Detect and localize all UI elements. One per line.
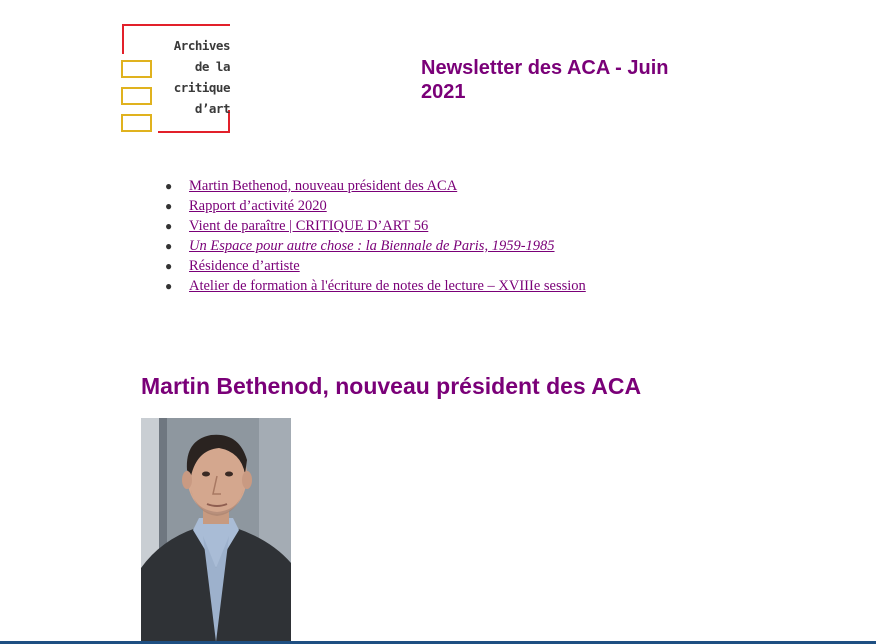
newsletter-title: Newsletter des ACA - Juin 2021 — [421, 57, 669, 103]
logo-line: de la — [194, 59, 230, 74]
toc-item — [160, 196, 586, 216]
logo-text — [174, 35, 230, 119]
logo-line: Archives — [173, 38, 230, 53]
toc-link-atelier[interactable]: Atelier de formation à l'écriture de notes de lecture – XVIIIe session — [189, 278, 586, 294]
bullet-icon: ● — [165, 279, 173, 293]
section-title: Martin Bethenod, nouveau président des ACA — [141, 373, 642, 399]
aca-logo — [120, 22, 232, 136]
toc-item — [160, 236, 586, 256]
toc-item — [160, 216, 586, 236]
toc-link-president[interactable]: Martin Bethenod, nouveau président des ACA — [189, 178, 458, 194]
portrait-illustration — [141, 418, 291, 642]
toc-item — [160, 256, 586, 276]
logo-box — [121, 60, 152, 78]
logo-box — [121, 87, 152, 105]
bullet-icon: ● — [165, 199, 173, 213]
toc-link-biennale[interactable]: Un Espace pour autre chose : la Biennale de Paris, 1959-1985 — [189, 238, 555, 254]
table-of-contents — [160, 176, 586, 296]
bullet-icon: ● — [165, 259, 173, 273]
logo-line: d’art — [194, 101, 230, 116]
bullet-icon: ● — [165, 239, 173, 253]
logo-box — [121, 114, 152, 132]
toc-link-rapport[interactable]: Rapport d’activité 2020 — [189, 198, 327, 214]
toc-item — [160, 276, 586, 296]
toc-link-critique-dart[interactable]: Vient de paraître | CRITIQUE D’ART 56 — [189, 218, 429, 234]
logo-frame-bottom — [158, 131, 230, 133]
toc-link-residence[interactable]: Résidence d’artiste — [189, 258, 300, 274]
bullet-icon: ● — [165, 179, 173, 193]
toc-item — [160, 176, 586, 196]
logo-line: critique — [173, 80, 230, 95]
bullet-icon: ● — [165, 219, 173, 233]
logo-frame-top — [122, 24, 230, 26]
logo-frame-left — [122, 24, 124, 54]
portrait-photo — [141, 418, 291, 642]
